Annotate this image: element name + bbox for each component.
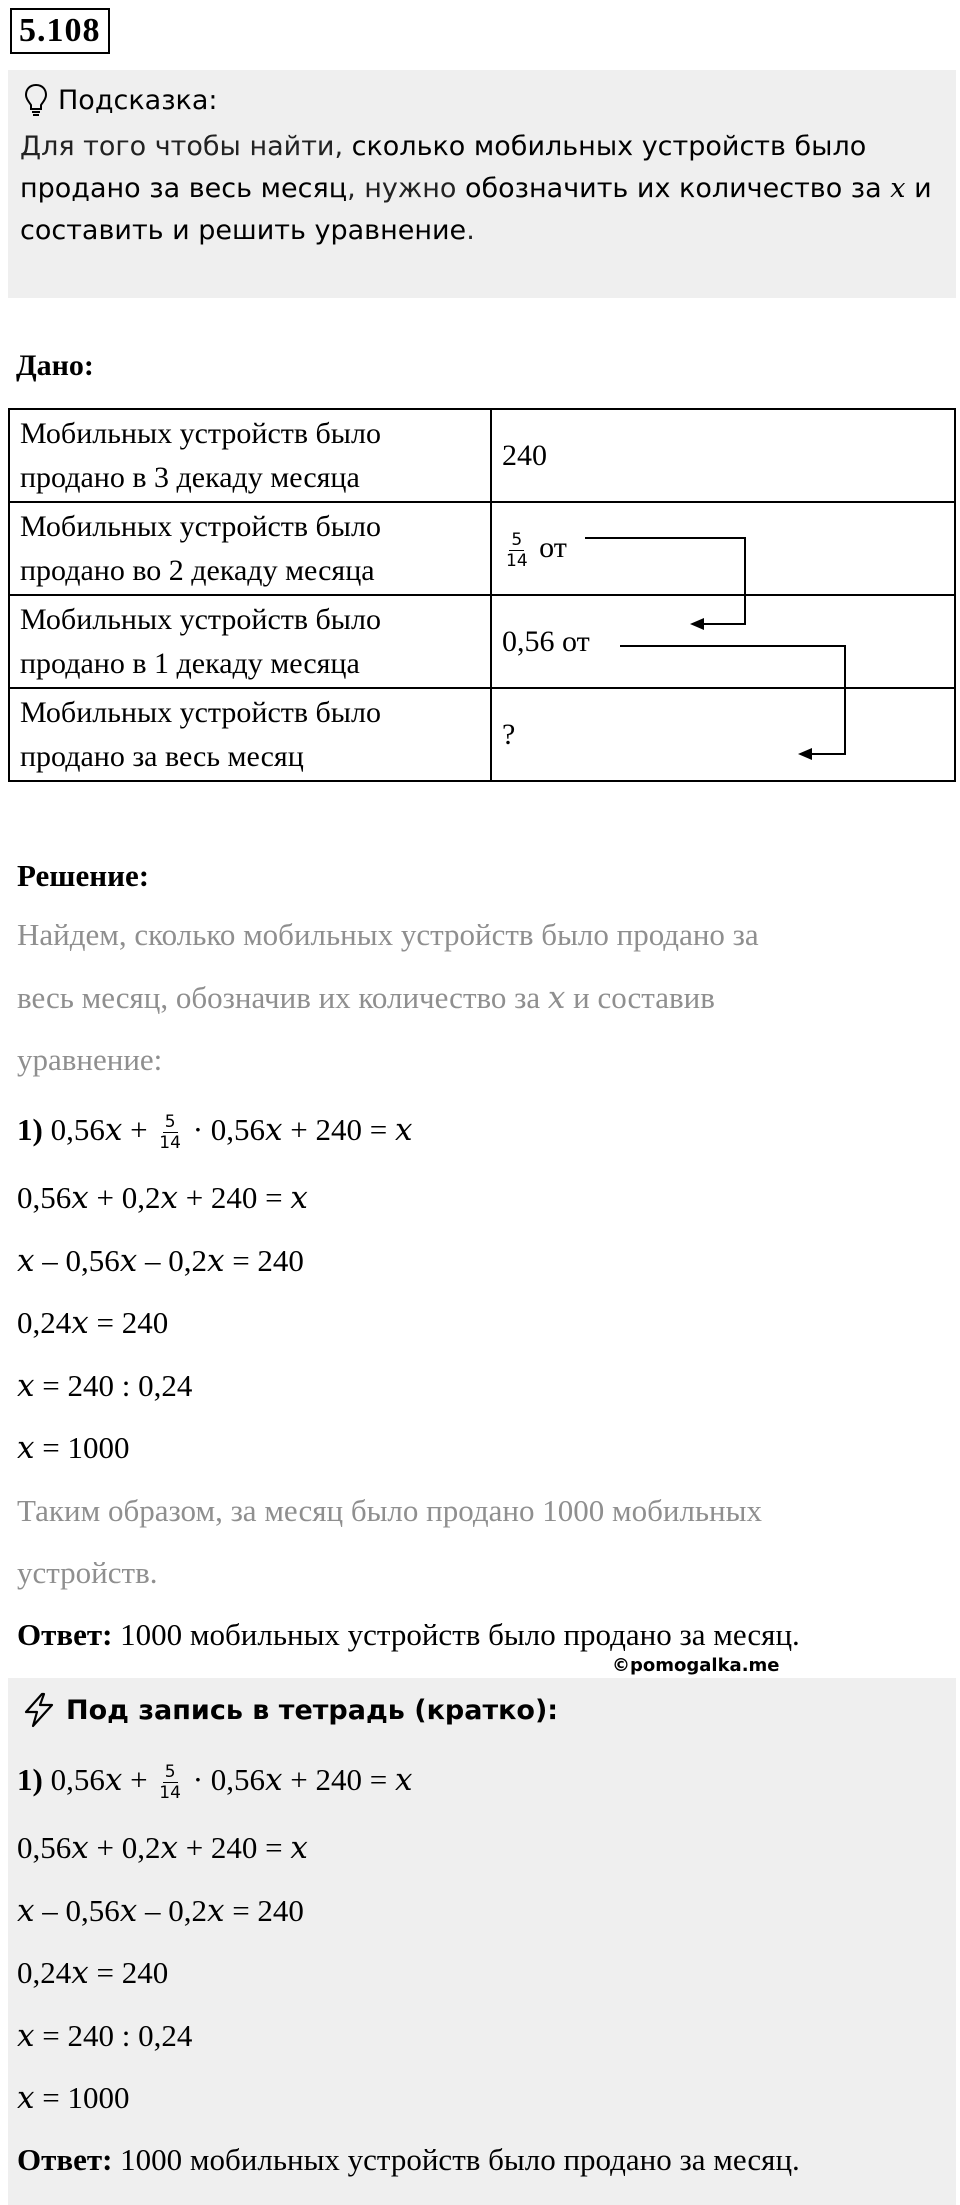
label-line: продано в 3 декаду месяца	[20, 460, 360, 494]
eq-part: – 0,56	[34, 1243, 120, 1278]
eq-part: + 240 =	[282, 1112, 395, 1147]
eq-part: – 0,2	[137, 1243, 207, 1278]
eq-part: + 0,2	[88, 1830, 161, 1865]
eq-part: + 0,2	[88, 1180, 161, 1215]
label-line: продано за весь месяц	[20, 739, 304, 773]
eq-part: 0,56	[17, 1830, 72, 1865]
arrow-row3-to-row4	[620, 646, 845, 754]
arrow-head-icon	[798, 748, 812, 760]
equation-1	[17, 1108, 412, 1153]
solution-intro-line	[17, 980, 715, 1016]
hint-title: Подсказка:	[58, 84, 218, 116]
label-line: Мобильных устройств было	[20, 602, 381, 636]
answer-text: 1000 мобильных устройств было продано за месяц.	[112, 1617, 800, 1652]
variable: x	[71, 1180, 89, 1216]
label-line: Мобильных устройств было	[20, 695, 381, 729]
answer-text: 1000 мобильных устройств было продано за месяц.	[112, 2142, 800, 2177]
variable: x	[17, 1430, 35, 1466]
fraction-denominator: 14	[506, 550, 528, 571]
eq-part: 0,56	[17, 1180, 72, 1215]
text-part: весь месяц, обозначив их количество за	[17, 980, 548, 1015]
eq-part: + 240 =	[282, 1762, 395, 1797]
label-line: Мобильных устройств было	[20, 416, 381, 450]
variable: x	[394, 1762, 413, 1798]
label-line: продано во 2 декаду месяца	[20, 553, 375, 587]
given-row-value: 240	[491, 409, 955, 502]
variable: x	[104, 1112, 123, 1148]
notebook-title-row	[22, 1688, 558, 1732]
eq-part: + 240 =	[177, 1830, 291, 1865]
eq-part: = 240	[88, 1305, 169, 1340]
notebook-equation-4	[17, 1955, 168, 1991]
variable: x	[290, 1180, 308, 1216]
variable: x	[71, 1830, 89, 1866]
eq-part: = 240 : 0,24	[34, 2018, 193, 2053]
notebook-equation-2	[17, 1830, 308, 1866]
eq-part: – 0,2	[137, 1893, 207, 1928]
hint-text-part: сколько мобильных устройств было продано за весь месяц	[20, 131, 867, 204]
arrow-head-icon	[690, 618, 704, 630]
eq-part: 0,24	[17, 1955, 72, 1990]
notebook-equation-3	[17, 1893, 304, 1929]
eq-part: = 1000	[34, 1430, 130, 1465]
eq-part: = 240	[224, 1893, 304, 1928]
eq-part: = 240 : 0,24	[34, 1368, 193, 1403]
variable: x	[17, 1243, 35, 1279]
variable: x	[206, 1243, 225, 1279]
conclusion-line: Таким образом, за месяц было продано 1000 мобильных	[17, 1493, 762, 1528]
notebook-equation-6	[17, 2080, 129, 2116]
notebook-box	[8, 1678, 956, 2205]
notebook-equation-1	[17, 1758, 412, 1803]
given-label: Дано:	[16, 349, 94, 382]
variable: x	[290, 1830, 308, 1866]
answer-label: Ответ:	[17, 1617, 113, 1652]
fraction-numerator: 5	[511, 529, 523, 550]
lightning-icon	[22, 1692, 56, 1728]
given-row-value: 0,56 от	[491, 595, 955, 688]
eq-part: + 240 =	[177, 1180, 291, 1215]
label-line: продано в 1 декаду месяца	[20, 646, 360, 680]
variable: x	[119, 1243, 138, 1279]
solution-label: Решение:	[17, 858, 150, 893]
text-part: и составив	[565, 980, 715, 1015]
eq-part: = 240	[224, 1243, 304, 1278]
fraction	[157, 1762, 183, 1803]
variable: x	[71, 1305, 89, 1341]
eq-part: · 0,56	[184, 1762, 266, 1797]
eq-part: 0,24	[17, 1305, 72, 1340]
hint-variable: x	[890, 173, 906, 204]
step-label: 1)	[17, 1112, 43, 1147]
solution-intro-line: Найдем, сколько мобильных устройств было продано за	[17, 917, 759, 952]
eq-part: 0,56	[42, 1762, 105, 1797]
notebook-title: Под запись в тетрадь (кратко):	[66, 1694, 559, 1726]
hint-text-part: обозначить их количество за	[464, 173, 891, 204]
hint-text-part: и составить и решить уравнение	[20, 173, 932, 246]
variable: x	[17, 1893, 35, 1929]
fraction	[157, 1112, 183, 1153]
step-label: 1)	[17, 1762, 43, 1797]
variable: x	[265, 1762, 283, 1798]
relation-arrows	[0, 0, 960, 800]
variable: x	[160, 1180, 178, 1216]
label-line: Мобильных устройств было	[20, 509, 381, 543]
arrow-row2-to-row3	[585, 538, 745, 624]
watermark: ©pomogalka.me	[612, 1655, 780, 1676]
equation-4	[17, 1305, 168, 1341]
eq-part: 0,56	[42, 1112, 105, 1147]
variable: x	[547, 980, 566, 1016]
given-row-value: ?	[491, 688, 955, 781]
hint-text-part: .	[466, 215, 475, 246]
hint-text-part: Для того чтобы найти,	[20, 131, 352, 162]
fraction-numerator: 5	[164, 1762, 176, 1783]
answer-line	[17, 1617, 800, 1653]
eq-part: +	[122, 1112, 156, 1147]
notebook-equation-5	[17, 2018, 192, 2054]
solution-intro-line: уравнение:	[17, 1042, 163, 1077]
variable: x	[17, 2018, 35, 2054]
eq-part: · 0,56	[184, 1112, 266, 1147]
equation-5	[17, 1368, 192, 1404]
variable: x	[17, 2080, 35, 2116]
equation-2	[17, 1180, 308, 1216]
variable: x	[17, 1368, 35, 1404]
variable: x	[71, 1955, 89, 1991]
fraction-denominator: 14	[159, 1783, 181, 1804]
fraction-denominator: 14	[159, 1133, 181, 1154]
equation-3	[17, 1243, 304, 1279]
equation-6	[17, 1430, 129, 1466]
eq-part: = 1000	[34, 2080, 130, 2115]
answer-label: Ответ:	[17, 2142, 113, 2177]
variable: x	[104, 1762, 123, 1798]
variable: x	[394, 1112, 413, 1148]
eq-part: +	[122, 1762, 156, 1797]
fraction-numerator: 5	[164, 1112, 176, 1133]
value-text: от	[531, 531, 567, 565]
variable: x	[119, 1893, 138, 1929]
variable: x	[265, 1112, 283, 1148]
variable: x	[206, 1893, 225, 1929]
variable: x	[160, 1830, 178, 1866]
eq-part: = 240	[88, 1955, 169, 1990]
hint-text-part: , нужно	[347, 173, 465, 204]
conclusion-line: устройств.	[17, 1555, 158, 1590]
notebook-answer-line	[17, 2142, 800, 2178]
problem-number: 5.108	[10, 8, 110, 54]
eq-part: – 0,56	[34, 1893, 120, 1928]
